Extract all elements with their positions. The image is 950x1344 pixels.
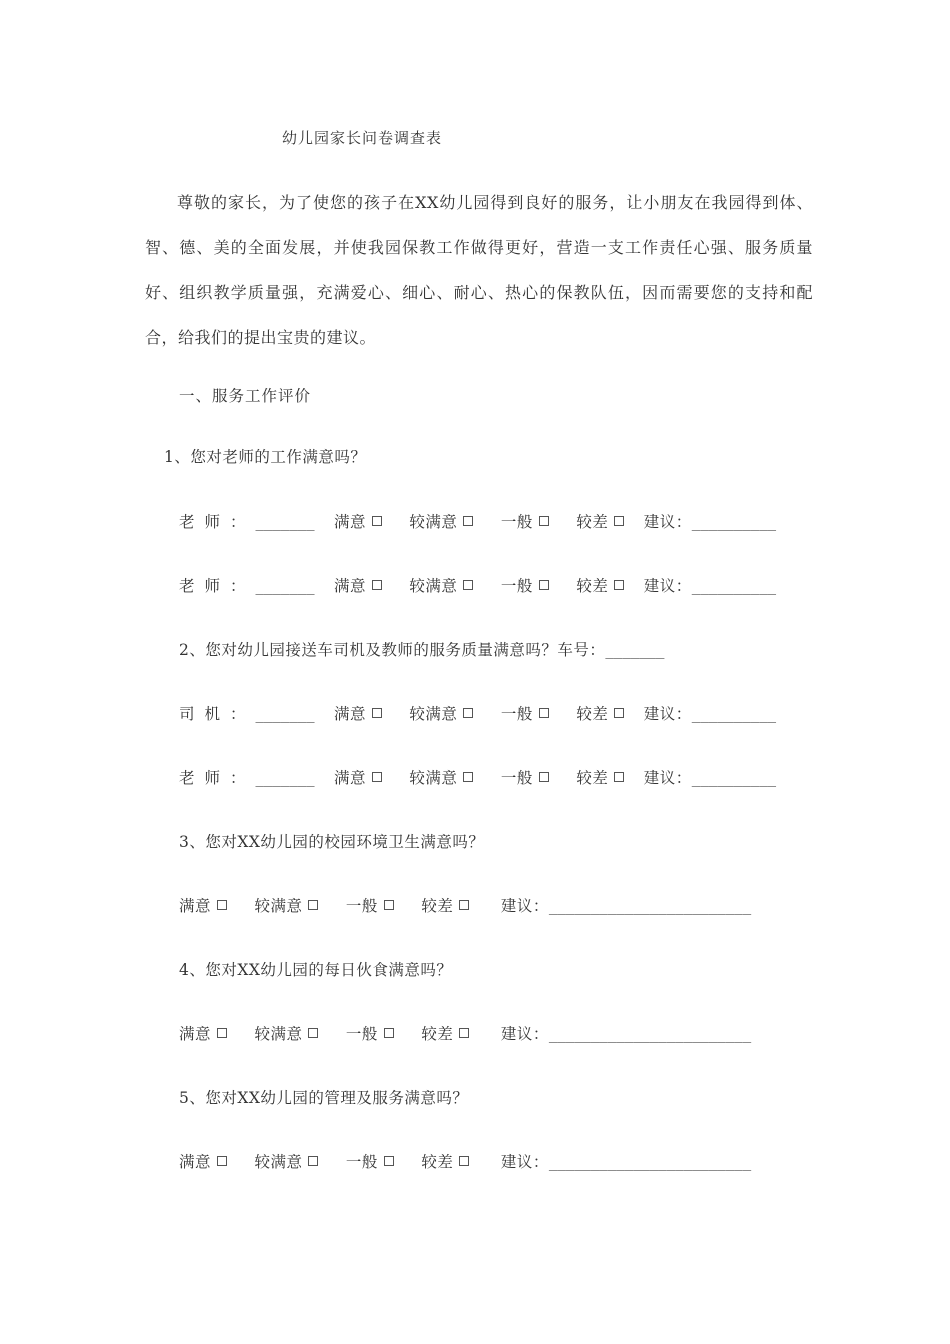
checkbox-icon[interactable]	[539, 580, 549, 590]
suggestion-blank[interactable]: __________	[691, 579, 777, 595]
option-label: 满意	[333, 513, 366, 531]
checkbox-icon[interactable]	[372, 580, 382, 590]
option-label: 较差	[421, 1153, 454, 1171]
option-label: 一般	[345, 1153, 378, 1171]
section-heading: 一、服务工作评价	[179, 387, 312, 405]
checkbox-icon[interactable]	[463, 772, 473, 782]
checkbox-icon[interactable]	[217, 1156, 227, 1166]
checkbox-icon[interactable]	[614, 772, 624, 782]
suggestion-blank[interactable]: __________	[691, 771, 777, 787]
question-4: 4、您对XX幼儿园的每日伙食满意吗？	[179, 961, 453, 979]
option-satisfied[interactable]	[334, 766, 382, 788]
checkbox-icon[interactable]	[614, 516, 624, 526]
name-blank[interactable]: _______	[255, 707, 315, 723]
option-satisfied[interactable]	[179, 1150, 227, 1172]
suggestion-label: 建议：	[500, 897, 549, 915]
checkbox-icon[interactable]	[459, 1028, 469, 1038]
checkbox-icon[interactable]	[614, 708, 624, 718]
question-1: 1、您对老师的工作满意吗？	[164, 448, 367, 466]
suggestion-field[interactable]	[501, 1022, 751, 1044]
question-5: 5、您对XX幼儿园的管理及服务满意吗？	[179, 1089, 469, 1107]
option-label: 一般	[500, 513, 533, 531]
name-blank[interactable]: _______	[255, 515, 315, 531]
option-poor[interactable]	[576, 702, 624, 724]
option-average[interactable]	[501, 766, 549, 788]
rating-row-q3	[179, 894, 751, 916]
question-2	[179, 638, 664, 660]
checkbox-icon[interactable]	[384, 1156, 394, 1166]
checkbox-icon[interactable]	[372, 708, 382, 718]
option-average[interactable]	[501, 702, 549, 724]
option-average[interactable]	[346, 894, 394, 916]
option-satisfied[interactable]	[179, 894, 227, 916]
role-label: 老师：	[179, 577, 256, 595]
option-poor[interactable]	[576, 766, 624, 788]
option-poor[interactable]	[421, 894, 469, 916]
checkbox-icon[interactable]	[459, 1156, 469, 1166]
intro-paragraph: 尊敬的家长，为了使您的孩子在XX幼儿园得到良好的服务，让小朋友在我园得到体、智、德、美的全面发展，并使我园保教工作做得更好，营造一支工作责任心强、服务质量好、组织教学质量强，充满爱心、细心、耐心、热心的保教队伍，因而需要您的支持和配合，给我们的提出宝贵的建议。	[145, 193, 813, 347]
suggestion-label: 建议：	[643, 705, 692, 723]
option-label: 较满意	[409, 577, 458, 595]
option-average[interactable]	[501, 574, 549, 596]
checkbox-icon[interactable]	[308, 1028, 318, 1038]
option-label: 一般	[345, 1025, 378, 1043]
option-label: 一般	[500, 577, 533, 595]
checkbox-icon[interactable]	[539, 516, 549, 526]
option-satisfied[interactable]	[334, 702, 382, 724]
suggestion-field[interactable]	[644, 702, 776, 724]
checkbox-icon[interactable]	[384, 900, 394, 910]
suggestion-field[interactable]	[501, 1150, 751, 1172]
option-label: 一般	[500, 769, 533, 787]
checkbox-icon[interactable]	[308, 900, 318, 910]
option-label: 较满意	[409, 769, 458, 787]
checkbox-icon[interactable]	[463, 708, 473, 718]
option-average[interactable]	[346, 1150, 394, 1172]
suggestion-blank[interactable]: __________	[691, 707, 777, 723]
option-fairly-satisfied[interactable]	[254, 1022, 318, 1044]
checkbox-icon[interactable]	[308, 1156, 318, 1166]
option-label: 较满意	[409, 513, 458, 531]
suggestion-label: 建议：	[643, 513, 692, 531]
option-fairly-satisfied[interactable]	[409, 766, 473, 788]
option-label: 较差	[576, 513, 609, 531]
option-label: 较差	[576, 705, 609, 723]
car-number-blank[interactable]: _______	[605, 643, 665, 659]
question-text: 2、您对幼儿园接送车司机及教师的服务质量满意吗？车号：	[179, 641, 606, 659]
option-poor[interactable]	[576, 574, 624, 596]
suggestion-blank[interactable]: ________________________	[548, 1027, 752, 1043]
checkbox-icon[interactable]	[372, 772, 382, 782]
checkbox-icon[interactable]	[217, 900, 227, 910]
name-blank[interactable]: _______	[255, 771, 315, 787]
option-average[interactable]	[501, 510, 549, 532]
checkbox-icon[interactable]	[463, 580, 473, 590]
rating-row-teacher-1	[179, 510, 776, 532]
suggestion-label: 建议：	[643, 769, 692, 787]
suggestion-field[interactable]	[644, 766, 776, 788]
rating-row-driver	[179, 702, 776, 724]
checkbox-icon[interactable]	[384, 1028, 394, 1038]
option-average[interactable]	[346, 1022, 394, 1044]
option-label: 满意	[179, 1153, 212, 1171]
option-poor[interactable]	[576, 510, 624, 532]
suggestion-field[interactable]	[644, 574, 776, 596]
checkbox-icon[interactable]	[372, 516, 382, 526]
role-label: 司机：	[179, 705, 256, 723]
checkbox-icon[interactable]	[539, 772, 549, 782]
name-blank[interactable]: _______	[255, 579, 315, 595]
option-fairly-satisfied[interactable]	[254, 894, 318, 916]
option-poor[interactable]	[421, 1150, 469, 1172]
checkbox-icon[interactable]	[614, 580, 624, 590]
page-title: 幼儿园家长问卷调查表	[282, 129, 443, 147]
checkbox-icon[interactable]	[539, 708, 549, 718]
checkbox-icon[interactable]	[463, 516, 473, 526]
option-fairly-satisfied[interactable]	[409, 574, 473, 596]
option-satisfied[interactable]	[179, 1022, 227, 1044]
suggestion-blank[interactable]: __________	[691, 515, 777, 531]
option-label: 满意	[333, 769, 366, 787]
suggestion-blank[interactable]: ________________________	[548, 1155, 752, 1171]
role-label: 老师：	[179, 769, 256, 787]
suggestion-label: 建议：	[643, 577, 692, 595]
rating-row-q4	[179, 1022, 751, 1044]
option-fairly-satisfied[interactable]	[409, 510, 473, 532]
option-label: 较满意	[254, 897, 303, 915]
option-label: 较差	[576, 577, 609, 595]
option-label: 较满意	[409, 705, 458, 723]
suggestion-label: 建议：	[500, 1153, 549, 1171]
option-label: 满意	[179, 897, 212, 915]
role-label: 老师：	[179, 513, 256, 531]
option-label: 一般	[500, 705, 533, 723]
rating-row-teacher-3	[179, 766, 776, 788]
option-label: 较差	[576, 769, 609, 787]
suggestion-field[interactable]	[644, 510, 776, 532]
option-label: 较满意	[254, 1153, 303, 1171]
option-fairly-satisfied[interactable]	[409, 702, 473, 724]
option-label: 一般	[345, 897, 378, 915]
option-poor[interactable]	[421, 1022, 469, 1044]
option-satisfied[interactable]	[334, 574, 382, 596]
question-3: 3、您对XX幼儿园的校园环境卫生满意吗？	[179, 833, 485, 851]
rating-row-teacher-2	[179, 574, 776, 596]
option-fairly-satisfied[interactable]	[254, 1150, 318, 1172]
option-satisfied[interactable]	[334, 510, 382, 532]
checkbox-icon[interactable]	[217, 1028, 227, 1038]
option-label: 满意	[333, 705, 366, 723]
rating-row-q5	[179, 1150, 751, 1172]
option-label: 较满意	[254, 1025, 303, 1043]
option-label: 满意	[333, 577, 366, 595]
suggestion-blank[interactable]: ________________________	[548, 899, 752, 915]
option-label: 满意	[179, 1025, 212, 1043]
suggestion-label: 建议：	[500, 1025, 549, 1043]
option-label: 较差	[421, 1025, 454, 1043]
checkbox-icon[interactable]	[459, 900, 469, 910]
suggestion-field[interactable]	[501, 894, 751, 916]
option-label: 较差	[421, 897, 454, 915]
